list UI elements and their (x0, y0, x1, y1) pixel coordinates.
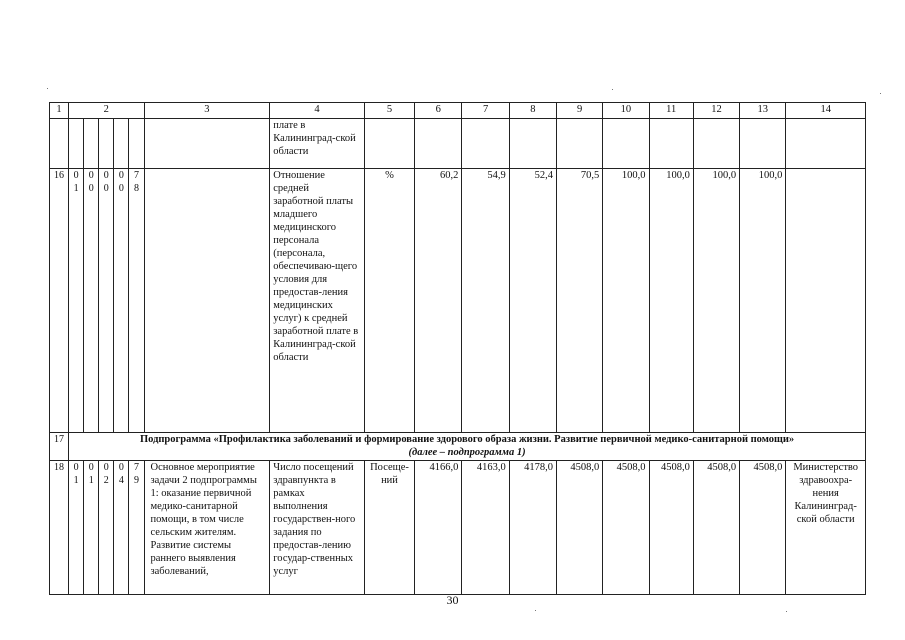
indicator-cell: Число посещений здравпункта в рамках выполнения государствен-ного задания по предостав-лению государ-ственных услуг (270, 461, 365, 595)
unit-cell: Посеще-ний (364, 461, 414, 595)
event-cell (144, 169, 270, 433)
code-cell: 04 (114, 461, 129, 595)
value-cell: 52,4 (509, 169, 556, 433)
value-cell: 4508,0 (556, 461, 602, 595)
table-row-18 (50, 461, 866, 595)
value-cell: 4508,0 (693, 461, 739, 595)
header-cell-3: 3 (144, 103, 270, 119)
value-cell: 4508,0 (740, 461, 786, 595)
code-cell: 00 (114, 169, 129, 433)
subprogram-row (50, 433, 866, 461)
header-cell-9: 9 (556, 103, 602, 119)
value-cell: 4508,0 (649, 461, 693, 595)
scan-speck (47, 88, 48, 89)
header-cell-8: 8 (509, 103, 556, 119)
header-row (50, 103, 866, 119)
code-cell: 01 (69, 461, 84, 595)
code-cell: 00 (84, 169, 99, 433)
header-cell-14: 14 (786, 103, 866, 119)
header-cell-7: 7 (462, 103, 509, 119)
header-cell-13: 13 (740, 103, 786, 119)
value-cell: 100,0 (649, 169, 693, 433)
header-cell-6: 6 (415, 103, 462, 119)
header-cell-12: 12 (693, 103, 739, 119)
code-cell: 79 (129, 461, 144, 595)
row-number: 18 (50, 461, 69, 595)
scan-speck (612, 89, 613, 90)
value-cell: 4166,0 (415, 461, 462, 595)
table-row-continued (50, 119, 866, 169)
responsible-cell: Министерство здравоохра-нения Калининград-ской области (786, 461, 866, 595)
value-cell: 60,2 (415, 169, 462, 433)
value-cell: 100,0 (693, 169, 739, 433)
value-cell: 100,0 (740, 169, 786, 433)
header-cell-11: 11 (649, 103, 693, 119)
row-number: 17 (50, 433, 69, 461)
subprogram-note: (далее – подпрограмма 1) (408, 447, 526, 458)
table-row-16 (50, 169, 866, 433)
indicators-table (49, 102, 866, 595)
code-cell: 01 (84, 461, 99, 595)
subprogram-title: Подпрограмма «Профилактика заболеваний и формирование здорового образа жизни. Развитие первичной медико-санитарной помощи» (139, 434, 795, 445)
value-cell: 70,5 (556, 169, 602, 433)
page-number: 30 (446, 593, 459, 607)
header-cell-4: 4 (270, 103, 365, 119)
indicator-cell: плате в Калининград-ской области (270, 119, 365, 169)
event-cell: Основное мероприятие задачи 2 подпрограммы 1: оказание первичной медико-санитарной помощи, в том числе сельским жителям. Развитие системы раннего выявления заболеваний, (144, 461, 270, 595)
subprogram-title-cell (69, 433, 866, 461)
code-cell: 00 (99, 169, 114, 433)
row-number: 16 (50, 169, 69, 433)
header-cell-10: 10 (603, 103, 649, 119)
value-cell: 4508,0 (603, 461, 649, 595)
header-cell-5: 5 (364, 103, 414, 119)
scan-speck (786, 611, 787, 612)
value-cell: 4178,0 (509, 461, 556, 595)
header-cell-2: 2 (69, 103, 144, 119)
header-cell-1: 1 (50, 103, 69, 119)
value-cell: 4163,0 (462, 461, 509, 595)
scan-speck (535, 610, 536, 611)
code-cell: 01 (69, 169, 84, 433)
code-cell: 02 (99, 461, 114, 595)
indicator-cell: Отношение средней заработной платы младшего медицинского персонала (персонала, обеспечиваю-щего условия для предостав-ления медицинских услуг) к средней заработной плате в Калининград-ской области (270, 169, 365, 433)
scan-speck (880, 93, 881, 94)
value-cell: 100,0 (603, 169, 649, 433)
value-cell: 54,9 (462, 169, 509, 433)
code-cell: 78 (129, 169, 144, 433)
responsible-cell (786, 169, 866, 433)
unit-cell: % (364, 169, 414, 433)
